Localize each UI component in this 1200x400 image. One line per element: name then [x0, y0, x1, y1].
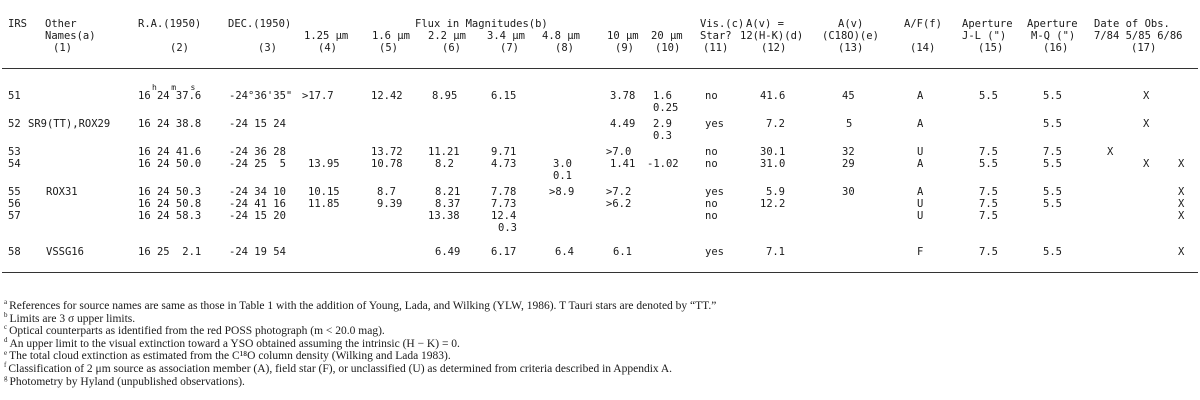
flux-error: 0.3	[653, 130, 672, 142]
hms-units: h m s	[152, 83, 196, 92]
flux-cell: -1.02	[647, 158, 679, 170]
vis-cell: no	[705, 90, 718, 102]
flux-cell: >6.2	[606, 198, 632, 210]
footnote-text: The total cloud extinction as estimated from the C¹⁸O column density (Wilking and Lada 1983).	[9, 350, 451, 363]
av1-cell: 12.2	[760, 198, 786, 210]
dec-cell: -24°36'35"	[229, 90, 293, 102]
col-dec-header: DEC.(1950)	[228, 18, 292, 30]
vis-cell: yes	[705, 118, 724, 130]
flux-cell: 6.15	[491, 90, 517, 102]
footnote	[4, 363, 1194, 376]
av2-cell: 45	[842, 90, 855, 102]
col-number: (9)	[615, 42, 634, 54]
dec-cell: -24 19 54	[229, 246, 286, 258]
footnote-mark: g	[4, 373, 8, 382]
dec-cell: -24 15 20	[229, 210, 286, 222]
af-cell: A	[917, 186, 924, 198]
footnote-mark: d	[4, 335, 8, 344]
flux-cell: 6.4	[555, 246, 574, 258]
irs-cell: 54	[8, 158, 21, 170]
band-header: 10 μm	[607, 30, 639, 42]
vis-cell: yes	[705, 246, 724, 258]
av1-cell: 7.2	[766, 118, 785, 130]
col-av1-header: 12(H-K)(d)	[740, 30, 804, 42]
ap-cell: 5.5	[1043, 118, 1062, 130]
col-names-header: Other	[45, 18, 77, 30]
col-vis-header: Star?	[700, 30, 732, 42]
ap-cell: 7.5	[979, 146, 998, 158]
ra-cell: 16 24 58.3	[138, 210, 202, 222]
footnote-text: An upper limit to the visual extinction toward a YSO obtained assuming the intrinsic (H − K) = 0.	[9, 337, 460, 350]
ap-cell: 7.5	[979, 210, 998, 222]
flux-cell: 11.85	[308, 198, 340, 210]
footnote	[4, 310, 1194, 326]
ra-cell: 16 24 38.8	[138, 118, 202, 130]
ra-cell: 16 24 50.8	[138, 198, 202, 210]
ap-cell: 7.5	[979, 198, 998, 210]
af-cell: U	[917, 198, 924, 210]
flux-cell: 8.95	[432, 90, 458, 102]
irs-cell: 52	[8, 118, 21, 130]
flux-cell: 10.15	[308, 186, 340, 198]
flux-error: 0.25	[653, 102, 679, 114]
band-header: 1.6 μm	[372, 30, 410, 42]
table-footnotes	[4, 300, 1194, 388]
footnote-text: Classification of 2 μm source as association member (A), field star (F), or unclassified (U) as determined from criteria described in Appendix A.	[8, 362, 673, 375]
footnote	[4, 350, 1194, 363]
band-header: 1.25 μm	[304, 30, 349, 42]
col-number: (13)	[838, 42, 864, 54]
col-date-header: Date of Obs.	[1094, 18, 1170, 30]
flux-cell: 6.17	[491, 246, 517, 258]
flux-cell: 2.9	[653, 118, 672, 130]
date-cell: X	[1178, 186, 1185, 198]
col-ap1-header: Aperture	[962, 18, 1013, 30]
band-header: 3.4 μm	[487, 30, 525, 42]
col-ra-header: R.A.(1950)	[138, 18, 202, 30]
av2-cell: 5	[846, 118, 853, 130]
flux-error: 0.1	[553, 170, 572, 182]
col-names-header: Names(a)	[45, 30, 96, 42]
ra-cell: 16 24 50.0	[138, 158, 202, 170]
col-number: (3)	[258, 42, 277, 54]
date-cell: X	[1143, 158, 1150, 170]
ap-cell: 5.5	[1043, 90, 1062, 102]
col-number: (15)	[978, 42, 1004, 54]
col-av2-header: A(v)	[838, 18, 864, 30]
flux-cell: 6.1	[613, 246, 632, 258]
name-cell: VSSG16	[46, 246, 84, 258]
flux-cell: 7.73	[491, 198, 517, 210]
table-bottom-rule	[2, 272, 1198, 273]
flux-cell: 8.21	[435, 186, 461, 198]
ap-cell: 5.5	[1043, 246, 1062, 258]
af-cell: U	[917, 146, 924, 158]
av1-cell: 7.1	[766, 246, 785, 258]
flux-cell: 9.71	[491, 146, 517, 158]
irs-cell: 53	[8, 146, 21, 158]
flux-cell: 1.41	[610, 158, 636, 170]
dec-cell: -24 36 28	[229, 146, 286, 158]
col-number: (5)	[379, 42, 398, 54]
vis-cell: yes	[705, 186, 724, 198]
af-cell: U	[917, 210, 924, 222]
date-cell: X	[1143, 90, 1150, 102]
flux-cell: 8.7	[377, 186, 396, 198]
footnote-mark: a	[4, 298, 8, 307]
col-av1-header: A(v) =	[746, 18, 784, 30]
ap-cell: 7.5	[979, 246, 998, 258]
av2-cell: 29	[842, 158, 855, 170]
ap-cell: 5.5	[979, 158, 998, 170]
date-cell: X	[1143, 118, 1150, 130]
af-cell: F	[917, 246, 924, 258]
footnote-mark: c	[4, 323, 8, 332]
flux-cell: 9.39	[377, 198, 403, 210]
irs-cell: 58	[8, 246, 21, 258]
name-cell: SR9(TT),ROX29	[28, 118, 111, 130]
flux-cell: 4.73	[491, 158, 517, 170]
col-number: (10)	[655, 42, 681, 54]
col-number: (16)	[1043, 42, 1069, 54]
footnote	[4, 373, 1194, 389]
date-cell: X	[1178, 246, 1185, 258]
irs-cell: 56	[8, 198, 21, 210]
flux-cell: 7.78	[491, 186, 517, 198]
date-cell: X	[1178, 198, 1185, 210]
vis-cell: no	[705, 198, 718, 210]
irs-cell: 57	[8, 210, 21, 222]
ap-cell: 7.5	[1043, 146, 1062, 158]
flux-cell: >8.9	[549, 186, 575, 198]
vis-cell: no	[705, 210, 718, 222]
flux-cell: 12.42	[371, 90, 403, 102]
dec-cell: -24 15 24	[229, 118, 286, 130]
band-header: 4.8 μm	[542, 30, 580, 42]
flux-error: 0.3	[498, 222, 517, 234]
irs-cell: 55	[8, 186, 21, 198]
flux-cell: >7.0	[606, 146, 632, 158]
ap-cell: 5.5	[1043, 158, 1062, 170]
col-ap2-header: Aperture	[1027, 18, 1078, 30]
col-number: (11)	[703, 42, 729, 54]
name-cell: ROX31	[46, 186, 78, 198]
col-number: (2)	[170, 42, 189, 54]
date-cell: X	[1178, 158, 1185, 170]
footnote-mark: f	[4, 361, 7, 370]
ap-cell: 5.5	[1043, 198, 1062, 210]
vis-cell: no	[705, 146, 718, 158]
footnote-mark: b	[4, 310, 8, 319]
col-number: (17)	[1131, 42, 1157, 54]
date-cell: X	[1178, 210, 1185, 222]
footnote-text: Photometry by Hyland (unpublished observations).	[9, 375, 245, 388]
footnote	[4, 300, 1194, 313]
footnote-mark: e	[4, 348, 8, 357]
flux-cell: 8.2	[435, 158, 454, 170]
col-ap2-header: M-Q (")	[1031, 30, 1076, 42]
flux-cell: 8.37	[435, 198, 461, 210]
date-cell: X	[1107, 146, 1114, 158]
col-number: (8)	[555, 42, 574, 54]
av2-cell: 32	[842, 146, 855, 158]
irs-cell: 51	[8, 90, 21, 102]
flux-cell: 13.72	[371, 146, 403, 158]
footnote-text: References for source names are same as those in Table 1 with the addition of Young, Lada, and Wilking (YLW, 1986). T Tauri stars are denoted by “TT.”	[9, 300, 717, 312]
av1-cell: 30.1	[760, 146, 786, 158]
col-number: (1)	[53, 42, 72, 54]
flux-cell: 10.78	[371, 158, 403, 170]
av2-cell: 30	[842, 186, 855, 198]
col-number: (7)	[500, 42, 519, 54]
ap-cell: 7.5	[979, 186, 998, 198]
flux-cell: 13.38	[428, 210, 460, 222]
col-vis-header: Vis.(c)	[700, 18, 745, 30]
col-ap1-header: J-L (")	[962, 30, 1007, 42]
af-cell: A	[917, 158, 924, 170]
flux-cell: 12.4	[491, 210, 517, 222]
flux-cell: 11.21	[428, 146, 460, 158]
dec-cell: -24 25 5	[229, 158, 286, 170]
flux-cell: 1.6	[653, 90, 672, 102]
ap-cell: 5.5	[979, 90, 998, 102]
footnote	[4, 335, 1194, 351]
band-header: 2.2 μm	[428, 30, 466, 42]
col-af-header: A/F(f)	[904, 18, 942, 30]
col-irs-header: IRS	[8, 18, 27, 30]
col-number: (6)	[442, 42, 461, 54]
av1-cell: 41.6	[760, 90, 786, 102]
dec-cell: -24 41 16	[229, 198, 286, 210]
col-av2-header: (C18O)(e)	[822, 30, 879, 42]
header-rule	[2, 68, 1198, 69]
av1-cell: 5.9	[766, 186, 785, 198]
col-date-header: 7/84 5/85 6/86	[1094, 30, 1183, 42]
col-number: (12)	[761, 42, 787, 54]
flux-cell: >7.2	[606, 186, 632, 198]
flux-cell: 4.49	[610, 118, 636, 130]
footnote	[4, 325, 1194, 338]
ap-cell: 5.5	[1043, 186, 1062, 198]
flux-header: Flux in Magnitudes(b)	[415, 18, 548, 30]
ra-cell: 16 24 37.6	[138, 90, 202, 102]
col-number: (4)	[318, 42, 337, 54]
av1-cell: 31.0	[760, 158, 786, 170]
flux-cell: 13.95	[308, 158, 340, 170]
flux-cell: >17.7	[302, 90, 334, 102]
dec-cell: -24 34 10	[229, 186, 286, 198]
flux-cell: 3.0	[553, 158, 572, 170]
footnote-text: Optical counterparts as identified from the red POSS photograph (m < 20.0 mag).	[9, 325, 385, 338]
band-header: 20 μm	[651, 30, 683, 42]
flux-cell: 3.78	[610, 90, 636, 102]
vis-cell: no	[705, 158, 718, 170]
footnote-text: Limits are 3 σ upper limits.	[9, 312, 136, 325]
ra-cell: 16 24 50.3	[138, 186, 202, 198]
af-cell: A	[917, 90, 924, 102]
col-number: (14)	[910, 42, 936, 54]
af-cell: A	[917, 118, 924, 130]
ra-cell: 16 25 2.1	[138, 246, 202, 258]
flux-cell: 6.49	[435, 246, 461, 258]
ra-cell: 16 24 41.6	[138, 146, 202, 158]
